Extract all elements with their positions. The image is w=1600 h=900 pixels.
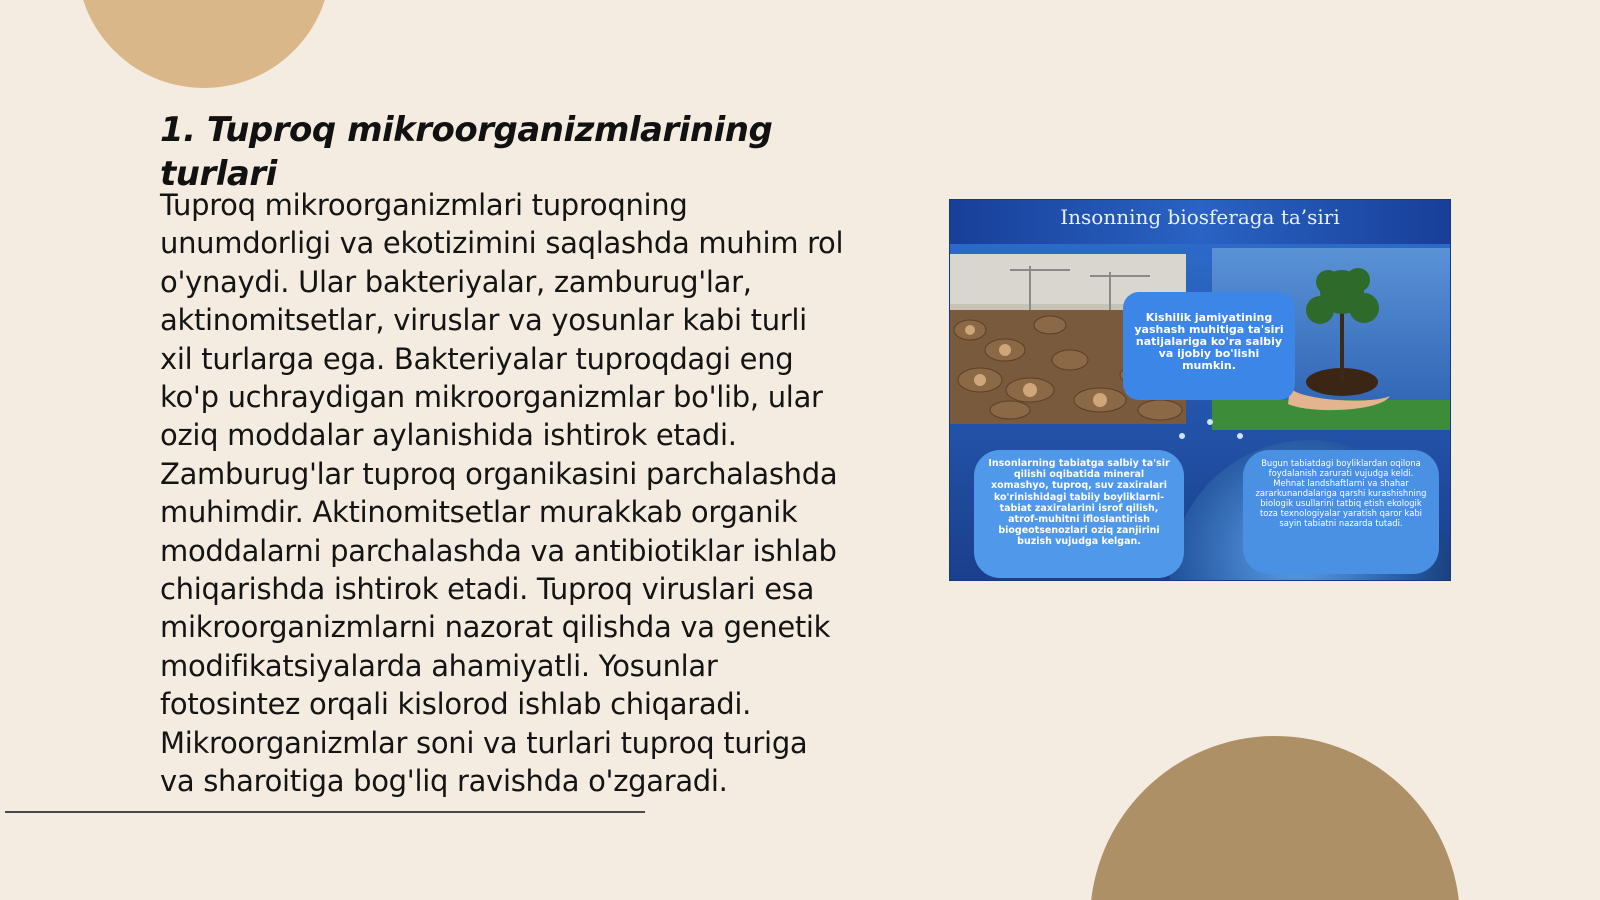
right-callout: Bugun tabiatdagi boyliklardan oqilona foydalanish zarurati vujudga keldi. Mehnat landshaftlarni va shahar zararkunandalariga qarshi kurashishning biologik usullarini tatbiq etish ekologik toza texnologiyalar yaratish qaror kabi sayin tabiatni nazarda tutadi.	[1243, 450, 1439, 574]
decorative-circle-bottom	[1090, 736, 1460, 900]
biosphere-illustration	[950, 200, 1450, 580]
slide-title: 1. Tuproq mikroorganizmlarining turlari	[160, 110, 773, 194]
decorative-circle-top	[77, 0, 331, 88]
center-callout: Kishilik jamiyatining yashash muhitiga ta'siri natijalariga ko'ra salbiy va ijobiy bo'lishi mumkin.	[1123, 292, 1295, 400]
illustration-title: Insonning biosferaga ta’siri	[1060, 205, 1340, 229]
divider-line	[5, 811, 645, 813]
left-callout: Insonlarning tabiatga salbiy ta'sir qilishi oqibatida mineral xomashyo, tuproq, suv zaxiralari ko'rinishidagi tabiiy boyliklarni-tabiat zaxiralarini isrof qilish, atrof-muhitni ifloslantirish biogeotsenozlari oziq zanjirini buzish vujudga kelgan.	[974, 450, 1184, 578]
slide-body-text: Tuproq mikroorganizmlari tuproqning unumdorligi va ekotizimini saqlashda muhim rol o'ynaydi. Ular bakteriyalar, zamburug'lar, aktinomitsetlar, viruslar va yosunlar kabi turli xil turlarga ega. Bakteriyalar tuproqdagi eng ko'p uchraydigan mikroorganizmlar bo'lib, ular oziq moddalar aylanishida ishtirok etadi. Zamburug'lar tuproq organikasini parchalashda muhimdir. Aktinomitsetlar murakkab organik moddalarni parchalashda va antibiotiklar ishlab chiqarishda ishtirok etadi. Tuproq viruslari esa mikroorganizmlarni nazorat qilishda va genetik modifikatsiyalarda ahamiyatli. Yosunlar fotosintez orqali kislorod ishlab chiqaradi. Mikroorganizmlar soni va turlari tuproq turiga va sharoitiga bog'liq ravishda o'zgaradi.	[160, 188, 844, 799]
